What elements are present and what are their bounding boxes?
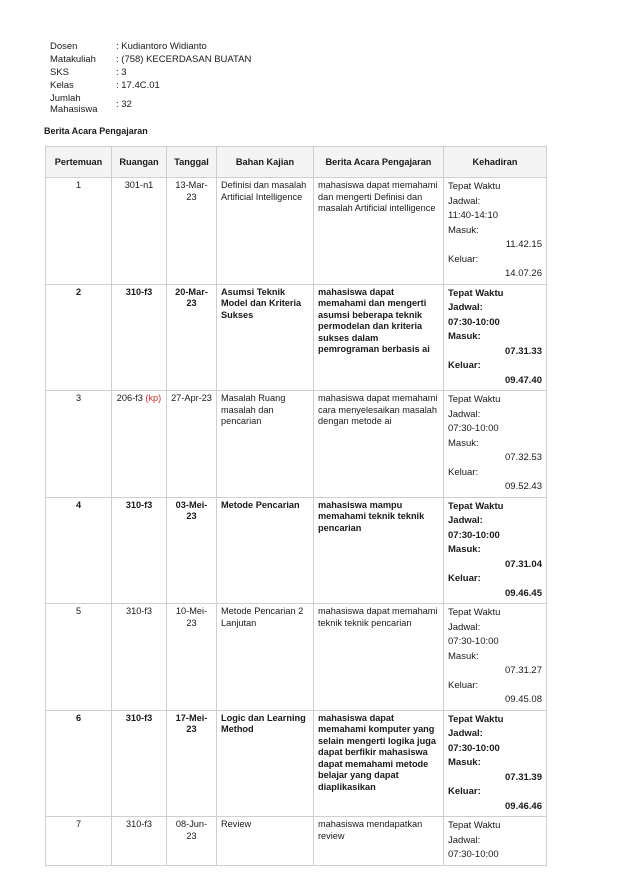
cell-kehadiran: [444, 604, 547, 711]
info-label: Dosen: [50, 41, 78, 52]
info-row-matakuliah: [50, 53, 251, 66]
schedule-time: 07:30-10:00: [448, 423, 499, 434]
check-out-label: Keluar:: [448, 253, 479, 265]
berita-acara-table: [45, 146, 547, 866]
check-in-label: Masuk:: [448, 224, 479, 236]
table-row: [46, 710, 547, 817]
cell-kehadiran: [444, 391, 547, 498]
check-out-time: 09.47.40: [505, 374, 542, 386]
attendance-status: Tepat Waktu: [448, 820, 501, 831]
ruangan-text: 301-n1: [124, 180, 154, 190]
schedule-time: 07:30-10:00: [448, 742, 500, 754]
cell-berita-acara: mahasiswa mendapatkan review: [314, 817, 444, 866]
check-out-label: Keluar:: [448, 679, 479, 691]
schedule-time: 11:40-14:10: [448, 210, 499, 221]
check-out-label: Keluar:: [448, 466, 479, 478]
attendance-status: Tepat Waktu: [448, 394, 501, 405]
check-in-label: Masuk:: [448, 331, 481, 342]
cell-bahan-kajian: Review: [217, 817, 314, 866]
course-info: [50, 40, 251, 115]
cell-berita-acara: mahasiswa dapat memahami teknik teknik pencarian: [314, 604, 444, 711]
cell-berita-acara: mahasiswa dapat memahami dan mengerti asumsi beberapa teknik permodelan dan kriteria sukses dalam pemrograman berbasis ai: [314, 284, 444, 391]
cell-berita-acara: mahasiswa mampu memahami teknik teknik pencarian: [314, 497, 444, 604]
section-title: Berita Acara Pengajaran: [44, 126, 148, 136]
kp-marker: (kp): [145, 393, 162, 403]
cell-tanggal: 13-Mar-23: [167, 178, 217, 285]
schedule-label: Jadwal:: [448, 195, 481, 207]
info-value: : 17.4C.01: [116, 80, 160, 91]
schedule-label: Jadwal:: [448, 408, 481, 420]
check-in-label: Masuk:: [448, 544, 481, 555]
ruangan-text: 310-f3: [125, 499, 153, 510]
check-out-time: 09.46.46: [505, 800, 542, 812]
table-row: [46, 178, 547, 285]
schedule-time: 07:30-10:00: [448, 316, 500, 328]
schedule-label: Jadwal:: [448, 621, 481, 633]
schedule-label: Jadwal:: [448, 728, 483, 739]
check-in-time: 07.31.33: [505, 345, 542, 357]
check-in-time: 07.31.04: [505, 558, 542, 570]
ruangan-text: 310-f3: [125, 819, 153, 829]
cell-pertemuan: 3: [46, 391, 112, 498]
check-in-label: Masuk:: [448, 757, 481, 768]
ruangan-text: 310-f3: [125, 286, 153, 297]
cell-pertemuan: 2: [46, 284, 112, 391]
header-kehadiran: Kehadiran: [444, 147, 547, 178]
cell-pertemuan: 7: [46, 817, 112, 866]
cell-tanggal: 10-Mei-23: [167, 604, 217, 711]
cell-pertemuan: 6: [46, 710, 112, 817]
check-out-time: 09.46.45: [505, 587, 542, 599]
info-value: : Kudiantoro Widianto: [116, 41, 207, 52]
check-out-label: Keluar:: [448, 786, 481, 797]
table-row: [46, 604, 547, 711]
cell-tanggal: 17-Mei-23: [167, 710, 217, 817]
header-tanggal: Tanggal: [167, 147, 217, 178]
cell-tanggal: 27-Apr-23: [167, 391, 217, 498]
check-in-time: 11.42.15: [505, 239, 542, 250]
cell-ruangan: [112, 178, 167, 285]
schedule-label: Jadwal:: [448, 302, 483, 313]
cell-bahan-kajian: Masalah Ruang masalah dan pencarian: [217, 391, 314, 498]
check-out-time: 09.52.43: [505, 481, 542, 492]
info-value: : 3: [116, 67, 127, 78]
info-row-kelas: [50, 79, 251, 92]
schedule-time: 07:30-10:00: [448, 849, 499, 860]
table-row: [46, 817, 547, 866]
ruangan-text: 310-f3: [125, 712, 153, 723]
cell-berita-acara: mahasiswa dapat memahami dan mengerti Definisi dan masalah Artificial intelligence: [314, 178, 444, 285]
attendance-status: Tepat Waktu: [448, 500, 504, 512]
cell-tanggal: 20-Mar-23: [167, 284, 217, 391]
info-label: Jumlah Mahasiswa: [50, 93, 98, 115]
table-header-row: [46, 147, 547, 178]
check-out-label: Keluar:: [448, 573, 481, 584]
check-in-label: Masuk:: [448, 437, 479, 449]
attendance-status: Tepat Waktu: [448, 713, 504, 725]
cell-tanggal: 08-Jun-23: [167, 817, 217, 866]
table-row: [46, 497, 547, 604]
schedule-label: Jadwal:: [448, 834, 481, 846]
table-row: [46, 391, 547, 498]
info-row-dosen: [50, 40, 251, 53]
cell-pertemuan: 1: [46, 178, 112, 285]
cell-bahan-kajian: Definisi dan masalah Artificial Intelligence: [217, 178, 314, 285]
info-label: Kelas: [50, 80, 74, 91]
info-value: : (758) KECERDASAN BUATAN: [116, 54, 252, 65]
cell-bahan-kajian: Logic dan Learning Method: [217, 710, 314, 817]
cell-kehadiran: [444, 178, 547, 285]
info-row-jumlah-mahasiswa: [50, 93, 251, 115]
attendance-status: Tepat Waktu: [448, 287, 504, 299]
cell-bahan-kajian: Metode Pencarian: [217, 497, 314, 604]
check-out-label: Keluar:: [448, 360, 481, 371]
header-pertemuan: Pertemuan: [46, 147, 112, 178]
cell-ruangan: [112, 604, 167, 711]
cell-pertemuan: 4: [46, 497, 112, 604]
cell-berita-acara: mahasiswa dapat memahami cara menyelesaikan masalah dengan metode ai: [314, 391, 444, 498]
check-in-time: 07.32.53: [505, 452, 542, 463]
cell-kehadiran: [444, 817, 547, 866]
attendance-status: Tepat Waktu: [448, 181, 501, 192]
cell-ruangan: [112, 710, 167, 817]
header-ruangan: Ruangan: [112, 147, 167, 178]
header-bahan-kajian: Bahan Kajian: [217, 147, 314, 178]
header-berita-acara: Berita Acara Pengajaran: [314, 147, 444, 178]
cell-ruangan: [112, 817, 167, 866]
schedule-label: Jadwal:: [448, 515, 483, 526]
ruangan-text: 310-f3: [125, 606, 153, 616]
cell-bahan-kajian: Asumsi Teknik Model dan Kriteria Sukses: [217, 284, 314, 391]
cell-berita-acara: mahasiswa dapat memahami komputer yang selain mengerti logika juga dapat berfikir mahasiswa dapat memahami metode belajar yang dapat diaplikasikan: [314, 710, 444, 817]
check-in-label: Masuk:: [448, 650, 479, 662]
check-in-time: 07.31.39: [505, 771, 542, 783]
info-label: Matakuliah: [50, 54, 96, 65]
cell-ruangan: [112, 391, 167, 498]
schedule-time: 07:30-10:00: [448, 636, 499, 647]
cell-bahan-kajian: Metode Pencarian 2 Lanjutan: [217, 604, 314, 711]
info-label: SKS: [50, 67, 70, 78]
table-row: [46, 284, 547, 391]
info-row-sks: [50, 66, 251, 79]
check-out-time: 14.07.26: [505, 268, 542, 279]
schedule-time: 07:30-10:00: [448, 529, 500, 541]
info-value: : 32: [116, 98, 132, 110]
cell-kehadiran: [444, 497, 547, 604]
cell-ruangan: [112, 497, 167, 604]
check-in-time: 07.31.27: [505, 665, 542, 676]
cell-tanggal: 03-Mei-23: [167, 497, 217, 604]
cell-kehadiran: [444, 710, 547, 817]
cell-ruangan: [112, 284, 167, 391]
attendance-status: Tepat Waktu: [448, 607, 501, 618]
cell-pertemuan: 5: [46, 604, 112, 711]
ruangan-text: 206-f3: [116, 393, 143, 403]
check-out-time: 09.45.08: [505, 694, 542, 705]
cell-kehadiran: [444, 284, 547, 391]
